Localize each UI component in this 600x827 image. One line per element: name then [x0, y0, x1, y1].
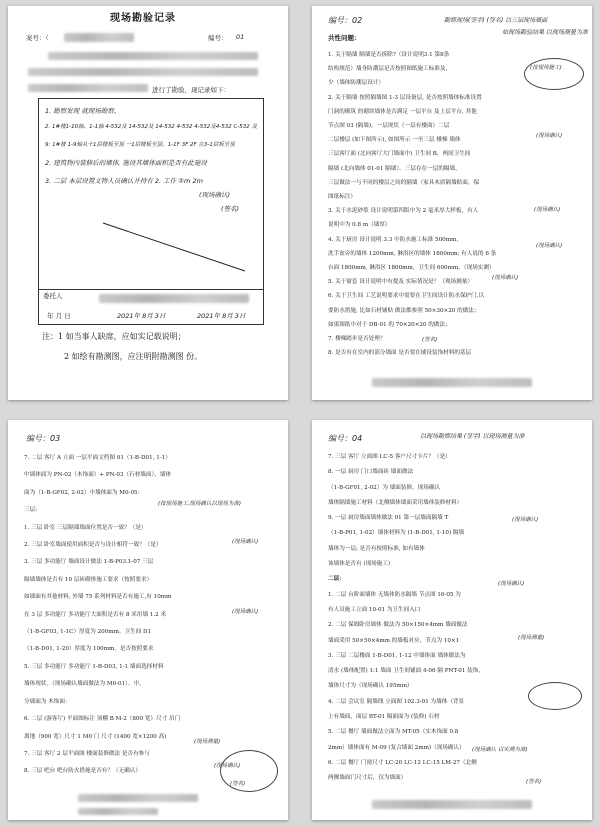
margin-note: (现场确认) [232, 539, 259, 545]
question-line: 墙面采用 50×50×4mm 的墙板对应，节点为 10×1 [328, 637, 460, 644]
question-line: 隔墙墙体是否有 10 层砖砌体施工要求（按照要求） [24, 576, 153, 583]
redacted-signatures [78, 808, 158, 815]
record-line: (现场确认) [199, 191, 231, 199]
document-page-2 [312, 6, 592, 400]
margin-note: (签名) [526, 779, 542, 785]
record-line: 1. 勘察发现 就现场勘察， [45, 107, 121, 115]
question-line: 两侧墙面门尺寸后，仅为墙面） [328, 775, 407, 782]
document-page-4 [312, 420, 592, 820]
question-line: 要防水措施, 比如石材铺贴 做法都参照 50×30×20 的做法； [328, 307, 480, 314]
question-line: （1-B-P01, 1-02）墙体材料为 (1-B-D01, 1-10) 隔墙 [328, 530, 465, 537]
question-line: 6. 关于卫生间 工艺说明要求中需要在卫生间设计防水保护门,以 [328, 293, 485, 300]
case-label: 案号：（ [26, 34, 49, 42]
margin-note: (现场确认) [232, 609, 259, 615]
question-line: 7. 二层 客厅 A 立面 一层平面文档图 01（1-B-D01, 1-1） [24, 455, 171, 461]
margin-note: (现场确认 以实测为准) [472, 747, 528, 753]
question-line: 少（墙体防潮层设计） [328, 80, 384, 87]
strike-line [99, 217, 249, 277]
page-header: 编号：02 [328, 16, 363, 25]
question-line: 2. 二层 保姆卧房墙体 做法为 50×150×4mm 墙面做法 [328, 622, 468, 629]
question-line: 洗手盆旁的墙体 1200mm, 淋浴区的墙体 1800mm; 有人说的 6 条 [328, 250, 497, 257]
document-page-1 [8, 6, 288, 400]
question-line: 1. 二层 台阶面墙体 无墙体防水隔墙 节点图 16-05 为 [328, 591, 461, 598]
record-line: 2. 1#楼1-10轴、1-1轴 4-532及 14-532及 14-532 4-532 4-532及4-532 C-532 及 [45, 124, 258, 130]
record-line: 3. 二层 本层设置文物人员确认并持有 2. 工作 ②m 2m [45, 177, 203, 185]
question-line: 三层客厅面 (北向客厅大门墙面中) 卫生间 B，两间卫生间 [328, 151, 471, 158]
question-line: 面为（1-B-GF02, 2-02）中墙体面为 M0-05： [24, 489, 144, 496]
date-label: 年 月 日 [47, 312, 71, 320]
margin-note: (现场测量) [194, 739, 221, 745]
record-line: 2. 建筑物内装修后的墙体, 施设其墙体面积是否有此施设 [45, 159, 207, 167]
question-line: 1. 关于隔墙 隔墙是否拆除?（设计说明3.1 第8条 [328, 52, 450, 58]
question-line: 节点图 03 (隔墙)，一层现状（一层有楼面）二层 [328, 123, 450, 130]
intro-text: 进行了勘验，现记录如下： [152, 86, 230, 94]
margin-note: (现场确认) [214, 763, 241, 769]
page-title: 现场勘验记录 [110, 13, 176, 24]
question-line: 三层做法一与不同的楼层之间的隔墙（家具木质隔墙贴面，保 [328, 179, 480, 186]
section-title: 共性问题： [328, 34, 361, 42]
redacted-signatures [78, 794, 198, 802]
question-line: 图纸标注） [328, 194, 356, 201]
signature-box [38, 288, 264, 325]
note-2: 2 如绘有勘测图，应注明附勘测图 份。 [64, 352, 203, 361]
circle-mark [220, 750, 278, 792]
record-signature: (签名) [221, 205, 240, 213]
question-line: 3. 三层 多功能厅 墙面设计做法 1-B-P03.1-07 三层 [24, 559, 154, 566]
redacted-signatures [372, 378, 532, 387]
question-list [328, 48, 538, 360]
margin-note: (签名) [422, 337, 438, 343]
redacted-line [28, 68, 258, 76]
margin-note: (现场确认) [492, 275, 519, 281]
question-line: 该墙体是否有 (现场施工) [328, 561, 391, 568]
question-line: 中墙体面为 PN-02（木饰面）+ PN-03（石材墙面），墙体 [24, 472, 172, 479]
question-line: 6. 二层 (游客厅) 平面图标注 顶棚 B M-2（800 宽）尺寸 吊门 [24, 716, 181, 723]
question-line: 上有墙面，面层 BT-01 隔面面为 (装修) 石材 [328, 714, 440, 721]
question-line: 墙体为一层; 是否有按照标准, 如有墙体 [328, 545, 425, 552]
redacted-line [48, 52, 258, 60]
question-line: 二层楼层 (如下图所示), 如图所示 一至三层 楼梯 墙体 [328, 137, 461, 144]
question-line: 结构规范）墙身防潮层是否按照图纸施工标准及， [328, 66, 452, 73]
question-line: 5. 二层 餐厅 墙面做法立面为 MT-05（实木饰面 0.8 [328, 729, 459, 736]
question-line: 如果图纸中对于 DB-01 的 70×20×20 的做法； [328, 321, 451, 328]
question-line: 2. 关于隔墙 按照隔墙图 1-3 层设备层, 是否按照墙体标准设置 [328, 94, 482, 101]
question-line: （1-B-D01, 1-20）厚度为 100mm。是否按照要求 [24, 646, 154, 653]
circle-mark [524, 58, 584, 90]
redacted-signatures [99, 294, 249, 303]
date-2: 2021年 8月 3日 [197, 312, 246, 320]
question-line: 9. 一层 厨房墙面墙体做法 01 第一层墙面隔墙 T [328, 515, 449, 522]
question-line: 2mm）墙体面有 M-09 (复合墙面 2mm)（现场确认） [328, 744, 465, 751]
page-header: 编号：03 [26, 434, 61, 443]
question-line: 清水 (墙体配置) 1:1 墙面 卫生间铺面 4-06 隔 PNT-01 装饰， [328, 668, 484, 675]
question-line: 说明中为 0.8 m（墙厚） [328, 222, 391, 229]
question-line: 墙体尺寸为（现场确认 195mm） [328, 683, 413, 690]
redacted-line [28, 84, 148, 92]
question-line: 有人员施工立面 10-01 为卫生间入口 [328, 606, 421, 613]
margin-note: (现场确认) [534, 207, 561, 213]
question-line: 8. 一层 厨房 门口墙面砖 墙面做法 [328, 469, 414, 476]
margin-note: (现场测量) [518, 635, 545, 641]
question-line: 墙体隔墙施工材料（北侧墙体墙面采用墙体装修材料） [328, 499, 463, 506]
note-1: 注：1 如当事人缺席，应如实记载说明； [42, 332, 186, 341]
question-line: 5. 关于窗套 设计说明中有提及 实际情况是？（现场测量） [328, 279, 473, 286]
question-line: 如墙面有其他材料, 外墙 75 系列材料是否有施工,有 10mm [24, 594, 172, 601]
margin-note: (按现场施工) [530, 65, 562, 71]
margin-note: (按现场施工,现场确认以现场为准) [158, 501, 242, 507]
circle-mark [528, 682, 582, 710]
question-line: 台面 1800mm, 淋浴区 1800mm，卫生间 600mm。（现场实测） [328, 265, 495, 272]
question-line: 8. 是否有在室内的部分墙面 是否要在铺设装饰材料的基层 [328, 350, 472, 357]
top-note: 勘察现场(签字) (签名) 以三层现场墙面 [444, 17, 548, 24]
margin-note: (现场确认) [536, 133, 563, 139]
num-label: 编号： [208, 34, 228, 42]
question-line: 3. 三层 二层楼面 1-B-D01, 1-12 中墙体面 墙体做法为 [328, 652, 466, 659]
question-line: 1. 三层 卧室 三层隔墙墙面位置是否一致？（是） [24, 524, 147, 531]
page-header: 编号：04 [328, 434, 363, 443]
date-1: 2021年 8月 3日 [117, 312, 166, 320]
redacted-signatures [372, 800, 532, 809]
top-note: 以现场勘察结果 (签字) 以现场测量为准 [420, 433, 525, 440]
question-line: 分墙面为 木饰面： [24, 698, 71, 705]
question-line: （1-B-GF01, 2-02）为 墙面装修，现场确认 [328, 484, 441, 491]
section-title: 二层： [328, 576, 345, 583]
question-line: 7. 三层 客厅 立面图 LC-5 客户尺寸卡片？（是） [328, 454, 451, 460]
question-line: 2. 三层 卧室墙面使用面积是否与设计相符一致？（是） [24, 542, 162, 549]
question-line: 7. 楼梯踏步是否处理？ [328, 336, 386, 343]
question-line: 6. 二层 餐厅 门窗尺寸 LC-20 LC-12 LC-15 LM-27（北侧 [328, 759, 477, 766]
sign-label: 委托人 [43, 292, 63, 300]
num-value: 01 [236, 33, 245, 41]
margin-note: (现场确认) [536, 243, 563, 249]
question-line: 门洞的砌筑 的砌块墙体是否满足 一层平台 及上层平台, 其他 [328, 108, 477, 115]
question-line: 5. 三层 多功能厅 多功能厅 1-B-D03, 1-1 墙面选择材料 [24, 663, 164, 670]
question-line: 8. 三层 吧台 吧台防火措施是否有？（无确认） [24, 768, 141, 775]
document-page-3 [8, 420, 288, 820]
question-line: 4. 关于厨房 设计说明 3.3 中防水施工标准 500mm， [328, 236, 462, 243]
question-line: 在 3 层 多功能厅 多功能厅大面积是否有 8 米用墙 1.2 米 [24, 611, 167, 618]
question-line: 3. 关于水泥砂浆 设计说明第四版中为 2 毫米厚大样板，有人 [328, 208, 479, 215]
top-note: 如现场勘验结果 以现场测量为准 [502, 29, 588, 36]
question-line: 墙体现状。（现场确认墙面做法为 M0-01）。中， [24, 681, 145, 688]
question-line: 隔墙 (北向墙体 01-01 隔墙）。三层存在一层的隔墙， [328, 165, 461, 172]
question-list [328, 450, 558, 787]
question-line: 4. 二层 会议室 隔墙线 立面图 102.3-01 为墙体（背景 [328, 698, 465, 705]
question-line: 7. 三层 客厅 2 层平面图 楼面装修做法 是否有参与 [24, 750, 150, 757]
margin-note: (签名) [230, 781, 246, 787]
redacted-case-number [64, 33, 134, 42]
record-box [38, 98, 264, 290]
question-line: （1-B-GF03, 1-1C）厚度为 200mm。卫生间 D1 [24, 629, 152, 636]
record-line: 9: 1#楼 1-9轴从十1层楼板至顶 一1层楼板至顶。1-1F 3F 2F 在3-1层板至顶 [45, 142, 235, 148]
margin-note: (现场确认) [498, 581, 525, 587]
question-line: 三层: [24, 507, 38, 514]
question-line: 离地（900 宽）尺寸 1 M0 门 尺寸 (1400 宽×1200 高) [24, 733, 167, 740]
margin-note: (现场确认) [512, 517, 539, 523]
